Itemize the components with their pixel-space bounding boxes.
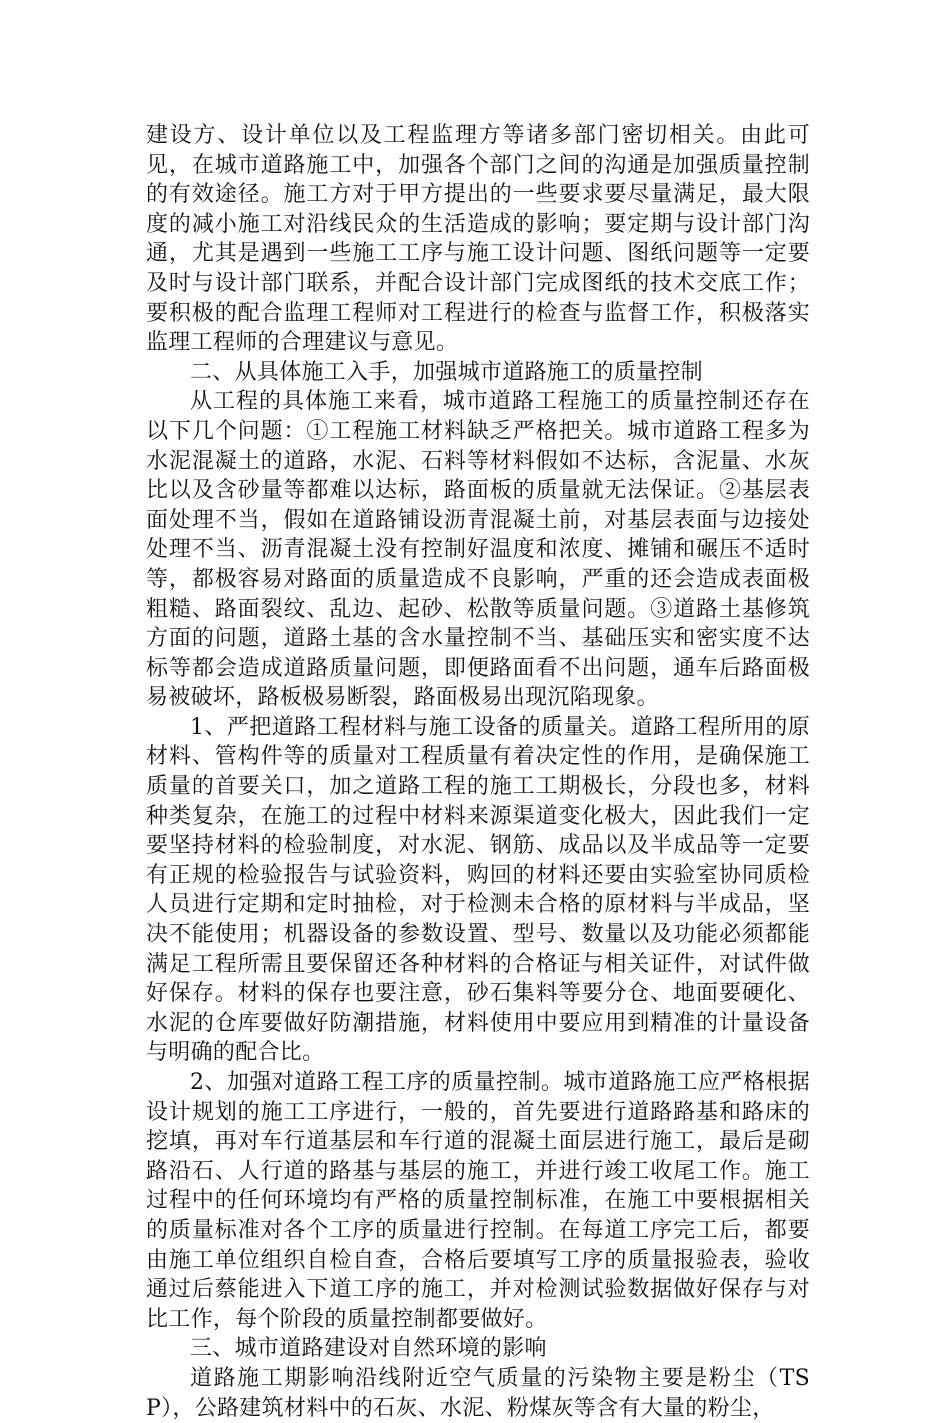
section-heading-3: 三、城市道路建设对自然环境的影响 — [190, 1336, 547, 1362]
paragraph-construction-problems: 从工程的具体施工来看，城市道路工程施工的质量控制还存在以下几个问题：①工程施工材料缺乏严格把关。城市道路工程多为水泥混凝土的道路，水泥、石料等材料假如不达标，含泥量、水灰比以及含砂量等都难以达标，路面板的质量就无法保证。②基层表面处理不当，假如在道路铺设沥青混凝土前，对基层表面与边接处处理不当、沥青混凝土没有控制好温度和浓度、摊铺和碾压不适时等，都极容易对路面的质量造成不良影响，严重的还会造成表面极粗糙、路面裂纹、乱边、起砂、松散等质量问题。③道路土基修筑方面的问题，道路土基的含水量控制不当、基础压实和密实度不达标等都会造成道路质量问题，即便路面看不出问题，通车后路面极易被破坏，路板极易断裂，路面极易出现沉陷现象。 — [146, 389, 810, 711]
document-page — [146, 121, 810, 1423]
paragraph-material-quality: 1、严把道路工程材料与施工设备的质量关。道路工程所用的原材料、管构件等的质量对工程质量有着决定性的作用，是确保施工质量的首要关口，加之道路工程的施工工期极长，分段也多，材料种类复杂，在施工的过程中材料来源渠道变化极大，因此我们一定要坚持材料的检验制度，对水泥、钢筋、成品以及半成品等一定要有正规的检验报告与试验资料，购回的材料还要由实验室协同质检人员进行定期和定时抽检，对于检测未合格的原材料与半成品，坚决不能使用；机器设备的参数设置、型号、数量以及功能必须都能满足工程所需且要保留还各种材料的合格证与相关证件，对试件做好保存。材料的保存也要注意，砂石集料等要分仓、地面要硬化、水泥的仓库要做好防潮措施，材料使用中要应用到精准的计量设备与明确的配合比。 — [146, 714, 810, 1066]
paragraph-process-quality: 2、加强对道路工程工序的质量控制。城市道路施工应严格根据设计规划的施工工序进行，一般的，首先要进行道路路基和路床的挖填，再对车行道基层和车行道的混凝土面层进行施工，最后是砌路沿石、人行道的路基与基层的施工，并进行竣工收尾工作。施工过程中的任何环境均有严格的质量控制标准，在施工中要根据相关的质量标准对各个工序的质量进行控制。在每道工序完工后，都要由施工单位组织自检自查，合格后要填写工序的质量报验表，验收通过后蔡能进入下道工序的施工，并对检测试验数据做好保存与对比工作，每个阶段的质量控制都要做好。 — [146, 1070, 810, 1332]
paragraph-air-quality: 道路施工期影响沿线附近空气质量的污染物主要是粉尘（TSP），公路建筑材料中的石灰、水泥、粉煤灰等含有大量的粉尘， — [146, 1365, 810, 1421]
paragraph-coordination: 建设方、设计单位以及工程监理方等诸多部门密切相关。由此可见，在城市道路施工中，加强各个部门之间的沟通是加强质量控制的有效途径。施工方对于甲方提出的一些要求要尽量满足，最大限度的减小施工对沿线民众的生活造成的影响；要定期与设计部门沟通，尤其是遇到一些施工工序与施工设计问题、图纸问题等一定要及时与设计部门联系，并配合设计部门完成图纸的技术交底工作；要积极的配合监理工程师对工程进行的检查与监督工作，积极落实监理工程师的合理建议与意见。 — [146, 123, 810, 356]
section-heading-2: 二、从具体施工入手，加强城市道路施工的质量控制 — [190, 359, 703, 385]
